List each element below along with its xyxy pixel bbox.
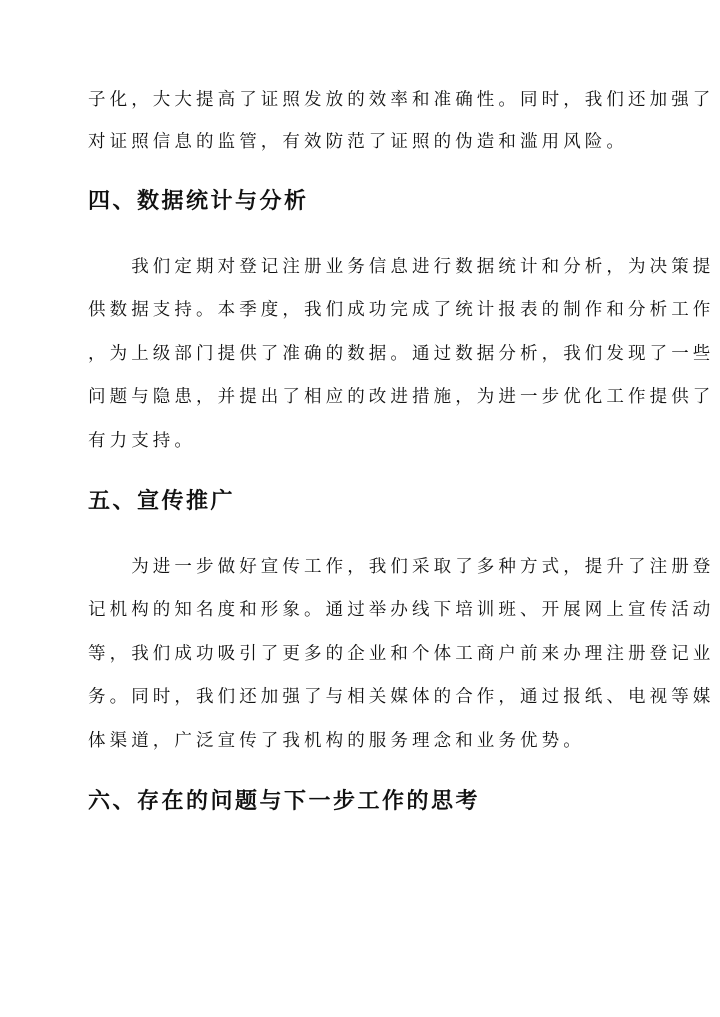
text-line: ，为上级部门提供了准确的数据。通过数据分析，我们发现了一些	[88, 344, 715, 364]
text-line: 体渠道，广泛宣传了我机构的服务理念和业务优势。	[88, 731, 585, 751]
section-6-heading: 六、存在的问题与下一步工作的思考	[88, 788, 481, 814]
text-line: 问题与隐患，并提出了相应的改进措施，为进一步优化工作提供了	[88, 387, 715, 407]
text-line: 记机构的知名度和形象。通过举办线下培训班、开展网上宣传活动	[88, 600, 715, 620]
text-line: 务。同时，我们还加强了与相关媒体的合作，通过报纸、电视等媒	[88, 687, 715, 707]
text-line: 有力支持。	[88, 431, 196, 451]
text-line: 子化，大大提高了证照发放的效率和准确性。同时，我们还加强了	[88, 90, 715, 110]
section-5-heading: 五、宣传推广	[88, 488, 236, 514]
text-line: 为进一步做好宣传工作，我们采取了多种方式，提升了注册登	[88, 557, 715, 577]
text-line: 等，我们成功吸引了更多的企业和个体工商户前来办理注册登记业	[88, 644, 715, 664]
text-line: 对证照信息的监管，有效防范了证照的伪造和滥用风险。	[88, 132, 628, 152]
section-4-heading: 四、数据统计与分析	[88, 188, 309, 214]
text-line: 供数据支持。本季度，我们成功完成了统计报表的制作和分析工作	[88, 300, 715, 320]
text-line: 我们定期对登记注册业务信息进行数据统计和分析，为决策提	[88, 257, 715, 277]
